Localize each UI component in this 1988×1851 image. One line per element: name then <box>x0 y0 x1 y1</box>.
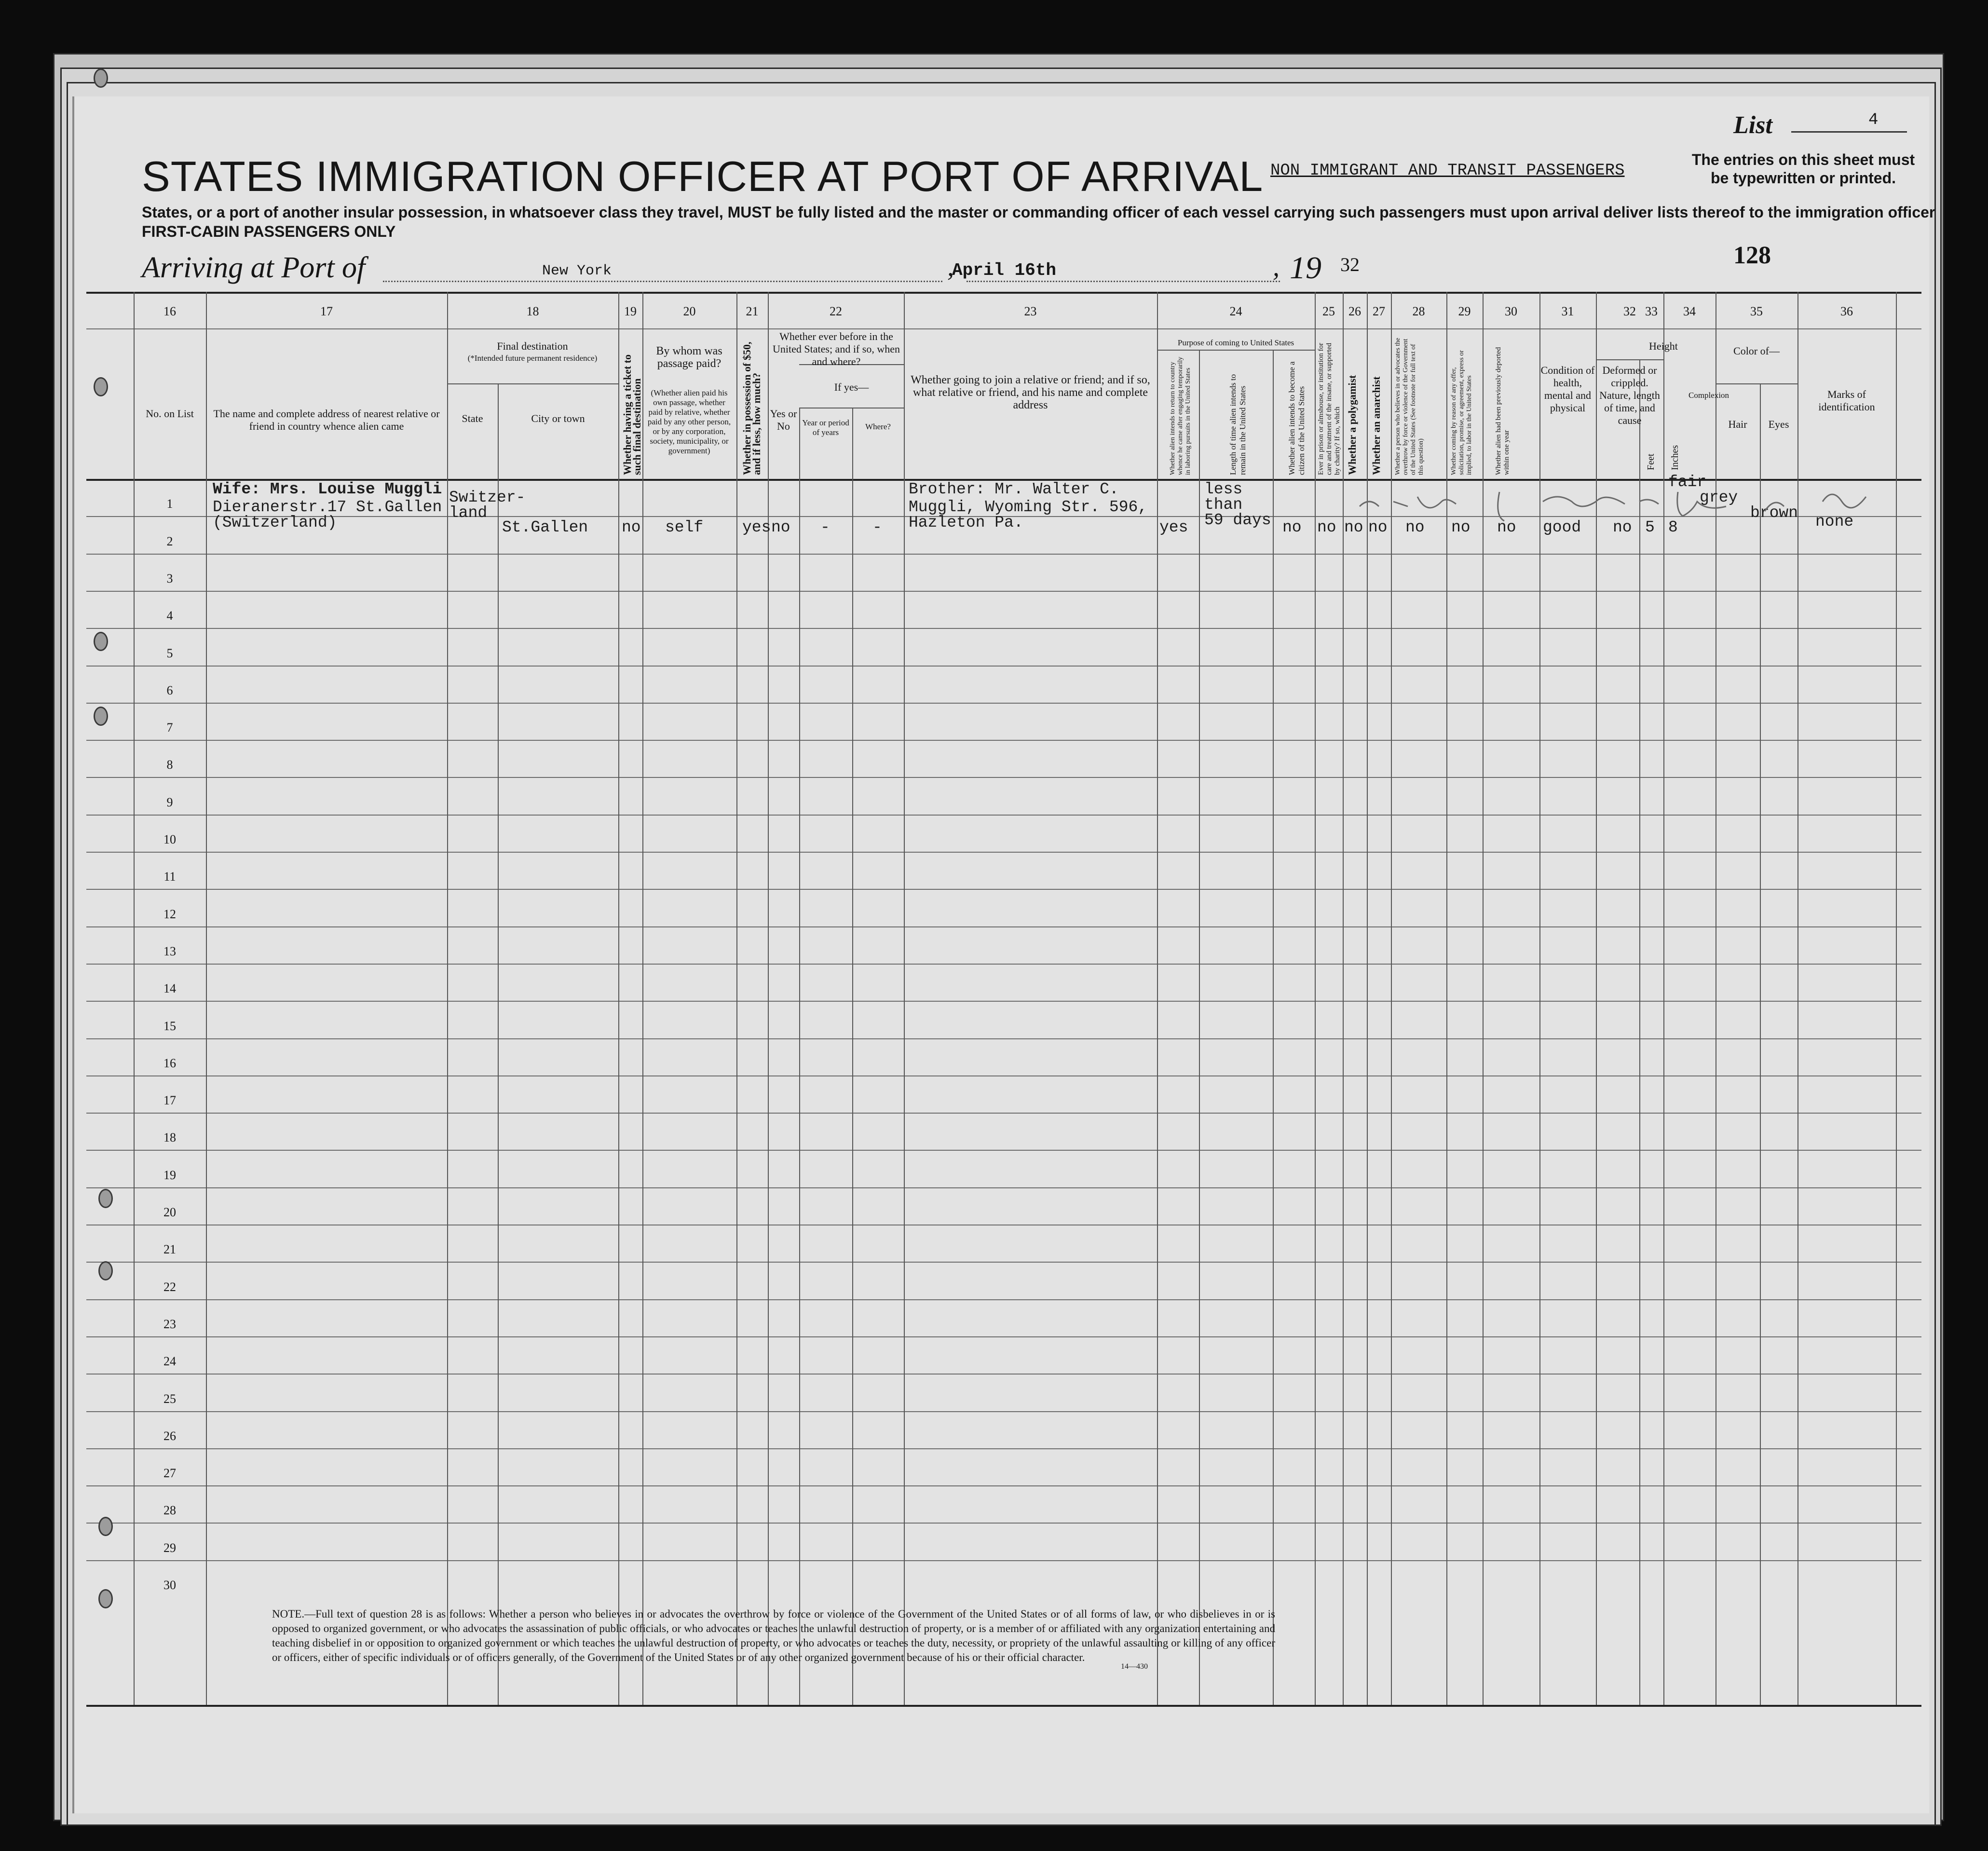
col-number: 36 <box>1840 304 1853 318</box>
passage-paid-value: self <box>665 518 704 536</box>
col-header-contract-labor: Whether coming by reason of any offer, solicitation, promise, or agreement, express or implied, to labor in the United States <box>1450 350 1473 475</box>
col-header-anarchist: Whether an anarchist <box>1370 376 1382 475</box>
deformed-value: no <box>1613 518 1632 536</box>
row-number: 17 <box>163 1093 176 1107</box>
row-number: 20 <box>163 1205 176 1219</box>
citizen-intent-value: no <box>1282 518 1302 536</box>
comma-glyph: , <box>1273 252 1280 282</box>
row-rule <box>86 964 1921 965</box>
joining-city: Hazleton Pa. <box>909 514 1023 531</box>
contract-labor-value: no <box>1451 518 1471 536</box>
row-rule <box>86 1113 1921 1114</box>
row-rule <box>86 1262 1921 1263</box>
col-number: 22 <box>830 304 842 318</box>
col-number: 20 <box>683 304 696 318</box>
typewritten-note: The entries on this sheet must be typewritten or printed. <box>1691 151 1915 187</box>
row-rule <box>86 926 1921 927</box>
date-rule <box>967 281 1280 282</box>
col-number: 26 <box>1348 304 1361 318</box>
col-header-citizen-intent: Whether alien intends to become a citizen of the United States <box>1287 361 1306 475</box>
row-number: 11 <box>163 870 176 884</box>
instruction-text: States, or a port of another insular possession, in whatsoever class they travel, MUST be fully listed and the master or commanding officer of each vessel carrying such passengers must upon arrival deliver lists thereof to the immigration officer <box>142 204 1935 221</box>
col-number: 32 <box>1623 304 1636 318</box>
row-number: 9 <box>166 795 173 809</box>
row-number: 3 <box>166 572 173 585</box>
col-number: 19 <box>624 304 637 318</box>
row-rule <box>86 703 1921 704</box>
col-number: 34 <box>1683 304 1696 318</box>
destination-state-cont: land <box>449 504 488 522</box>
row-rule <box>86 1485 1921 1486</box>
row-number: 14 <box>163 981 176 995</box>
arrival-port: New York <box>542 263 612 279</box>
hair-value: grey <box>1700 489 1738 506</box>
first-cabin-label: FIRST-CABIN PASSENGERS ONLY <box>142 223 396 240</box>
row-number: 1 <box>166 497 173 511</box>
year-prefix: 19 <box>1290 250 1321 286</box>
table-top-rule <box>86 292 1921 294</box>
overthrow-value: no <box>1405 518 1425 536</box>
col-number: 25 <box>1322 304 1335 318</box>
year-suffix: 32 <box>1340 254 1360 275</box>
col-header-deformed: Deformed or crippled. Nature, length of time, and cause <box>1599 364 1660 426</box>
row-number: 21 <box>163 1242 176 1256</box>
col-header-possession-50: Whether in possession of $50, and if less, how much? <box>741 341 763 475</box>
row-rule <box>86 777 1921 778</box>
row-number: 30 <box>163 1578 176 1592</box>
row-number: 10 <box>163 832 176 846</box>
row-rule <box>86 1150 1921 1151</box>
row-rule <box>86 591 1921 592</box>
col-header-color-of: Color of— <box>1733 345 1780 357</box>
col-header-before-in-us: Whether ever before in the United States; and if so, when and where? <box>773 330 900 367</box>
row-number: 13 <box>163 944 176 958</box>
row-rule <box>86 1448 1921 1449</box>
row-number: 4 <box>166 609 173 623</box>
col-header-if-yes: If yes— <box>834 381 869 393</box>
row-number: 27 <box>163 1466 176 1480</box>
row-number: 25 <box>163 1392 176 1406</box>
row-rule <box>86 1336 1921 1337</box>
polygamist-value: no <box>1344 518 1363 536</box>
relative-name: Wife: Mrs. Louise Muggli <box>213 480 442 498</box>
comma-glyph: , <box>947 252 954 282</box>
col-header-marks: Marks of identification <box>1818 388 1875 413</box>
ticket-value: no <box>622 518 641 536</box>
col-number: 18 <box>526 304 539 318</box>
height-inches-value: 8 <box>1668 518 1678 536</box>
sheet-number: 128 <box>1733 242 1771 269</box>
binder-hole <box>98 1589 113 1608</box>
manifest-sheet <box>72 96 1935 1813</box>
binder-hole <box>98 1517 113 1536</box>
col-number: 16 <box>163 304 176 318</box>
col-number: 33 <box>1645 304 1658 318</box>
manifest-table <box>86 292 1921 1797</box>
col-header-final-destination: Final destination <box>497 340 568 352</box>
row-rule <box>86 554 1921 555</box>
col-number: 31 <box>1561 304 1574 318</box>
col-header-nearest-relative: The name and complete address of nearest relative or friend in country whence alien came <box>213 408 440 432</box>
anarchist-value: no <box>1368 518 1388 536</box>
prison-value: no <box>1317 518 1336 536</box>
joining-relative: Brother: Mr. Walter C. <box>909 480 1119 498</box>
stay-length-line2: than <box>1204 496 1243 514</box>
col-header-passage-paid: By whom was passage paid? <box>656 345 722 370</box>
footnote-question-28: NOTE.—Full text of question 28 is as follows: Whether a person who believes in or advocates the overthrow by force or violence of the Government of the United States or of all forms of law, or who disbelieves in or is opposed to organized government, or who advocates the assassination of public officials, or who advocates or teaches the unlawful destruction of property, or is a member of or affiliated with any organization entertaining and teaching disbelief in or opposition to organized government or which teaches the unlawful destruction of property, or who advocates or teaches the duty, necessity, or propriety of the unlawful assaulting or killing of any officer or officers, either of specific individuals or of officers generally, of the Government of the United States or of any other organized government because of his or their official character. <box>272 1608 1275 1663</box>
col-note-permanent-residence: (*Intended future permanent residence) <box>467 354 598 363</box>
list-number: 4 <box>1868 111 1879 129</box>
col-header-length-of-stay: Length of time alien intends to remain in the United States <box>1228 374 1247 475</box>
row-number: 7 <box>166 721 173 735</box>
col-number: 21 <box>746 304 759 318</box>
col-number: 30 <box>1505 304 1517 318</box>
col-note-passage: (Whether alien paid his own passage, whether paid by relative, whether paid by any other person, or by any corporation, society, municipality, or government) <box>647 388 731 455</box>
row-rule <box>86 1187 1921 1188</box>
list-rule <box>1791 131 1907 133</box>
row-rule <box>86 1411 1921 1412</box>
arriving-label: Arriving at Port of <box>142 251 366 284</box>
stay-length-line3: 59 days <box>1204 511 1271 529</box>
col-header-purpose: Purpose of coming to United States <box>1177 338 1294 347</box>
col-number: 17 <box>320 304 333 318</box>
row-number: 24 <box>163 1354 176 1368</box>
form-number: 14—430 <box>1121 1662 1148 1671</box>
row-number: 15 <box>163 1019 176 1033</box>
health-value: good <box>1543 518 1581 536</box>
row-number: 19 <box>163 1168 176 1182</box>
row-number: 12 <box>163 907 176 921</box>
row-rule <box>86 1075 1921 1076</box>
col-header-city: City or town <box>531 412 585 424</box>
col-header-yes-or-no: Yes or No <box>770 408 797 432</box>
row-rule <box>86 628 1921 629</box>
return-intent-value: yes <box>1159 518 1188 536</box>
col-number: 28 <box>1412 304 1425 318</box>
row-rule <box>86 815 1921 816</box>
row-rule <box>86 852 1921 853</box>
col-header-inches: Inches <box>1670 445 1680 470</box>
col-header-eyes: Eyes <box>1768 418 1789 430</box>
before-in-us-value: no <box>771 518 790 536</box>
page-title: STATES IMMIGRATION OFFICER AT PORT OF ARRIVAL <box>142 152 1264 200</box>
row-number: 22 <box>163 1280 176 1294</box>
row-rule <box>86 1001 1921 1002</box>
row-rule <box>86 1560 1921 1561</box>
stay-length-line1: less <box>1204 480 1243 498</box>
col-number: 29 <box>1458 304 1471 318</box>
row-rule <box>86 1523 1921 1524</box>
row-number: 6 <box>166 683 173 697</box>
col-header-deported: Whether alien had been previously deported within one year <box>1495 347 1511 475</box>
row-number: 18 <box>163 1130 176 1144</box>
col-header-period: Year or period of years <box>802 418 849 437</box>
col-header-state: State <box>462 412 483 424</box>
complexion-value: fair <box>1668 473 1707 491</box>
col-header-no-on-list: No. on List <box>146 408 194 420</box>
binder-hole <box>94 68 108 88</box>
relative-address: Dieranerstr.17 St.Gallen <box>213 498 442 516</box>
col-header-height: Height <box>1649 340 1678 352</box>
col-number: 35 <box>1750 304 1763 318</box>
col-header-where: Where? <box>865 422 891 431</box>
col-header-prison: Ever in prison or almshouse, or institution for care and treatment of the insane, or supported by charity? If so, which <box>1317 342 1341 475</box>
row-number: 5 <box>166 646 173 660</box>
binder-hole <box>94 377 108 396</box>
col-header-polygamist: Whether a polygamist <box>1346 375 1358 475</box>
col-header-hair: Hair <box>1728 418 1747 430</box>
port-rule <box>383 281 942 282</box>
row-number: 29 <box>163 1541 176 1555</box>
row-rule <box>86 889 1921 890</box>
column-number-rule <box>86 328 1921 329</box>
deported-value: no <box>1497 518 1516 536</box>
relative-country: (Switzerland) <box>213 514 337 531</box>
col-header-health: Condition of health, mental and physical <box>1540 364 1595 414</box>
list-label: List <box>1733 111 1772 139</box>
binder-hole <box>94 707 108 726</box>
row-number: 2 <box>166 534 173 548</box>
row-number: 8 <box>166 758 173 772</box>
height-feet-value: 5 <box>1645 518 1655 536</box>
row-number: 28 <box>163 1503 176 1517</box>
row-rule <box>86 666 1921 667</box>
destination-state: Switzer- <box>449 489 526 506</box>
col-header-ticket: Whether having a ticket to such final destination <box>621 354 643 475</box>
row-rule <box>86 1299 1921 1300</box>
handwritten-annotation <box>1340 482 1909 526</box>
row-rule <box>86 1374 1921 1375</box>
col-header-overthrow: Whether a person who believes in or advocates the overthrow by force or violence of the Government of the United States (See footnote for full text of this question) <box>1394 338 1425 475</box>
col-number: 27 <box>1373 304 1385 318</box>
col-header-return-intent: Whether alien intends to return to country whence he came after engaging temporarily in laboring pursuits in the United States <box>1169 356 1192 475</box>
possession-50-value: yes <box>742 518 771 536</box>
row-rule <box>86 740 1921 741</box>
eyes-value: brown <box>1750 504 1798 522</box>
row-number: 16 <box>163 1056 176 1070</box>
table-bottom-rule <box>86 1705 1921 1707</box>
period-value: - <box>820 518 830 536</box>
binder-hole <box>94 632 108 651</box>
arrival-date: April 16th <box>952 260 1057 280</box>
row-number: 23 <box>163 1317 176 1331</box>
binder-hole <box>98 1189 113 1208</box>
col-header-joining: Whether going to join a relative or friend; and if so, what relative or friend, and his name and complete address <box>911 374 1150 411</box>
row-rule <box>86 1038 1921 1039</box>
col-number: 24 <box>1229 304 1242 318</box>
col-number: 23 <box>1024 304 1037 318</box>
marks-value: none <box>1815 513 1854 531</box>
passenger-class-label: NON IMMIGRANT AND TRANSIT PASSENGERS <box>1270 162 1625 180</box>
destination-city: St.Gallen <box>502 518 588 536</box>
col-header-complexion: Complexion <box>1688 391 1729 400</box>
col-header-feet: Feet <box>1646 453 1656 470</box>
binder-hole <box>98 1261 113 1280</box>
joining-address: Muggli, Wyoming Str. 596, <box>909 498 1148 516</box>
where-value: - <box>872 518 882 536</box>
row-number: 26 <box>163 1429 176 1443</box>
